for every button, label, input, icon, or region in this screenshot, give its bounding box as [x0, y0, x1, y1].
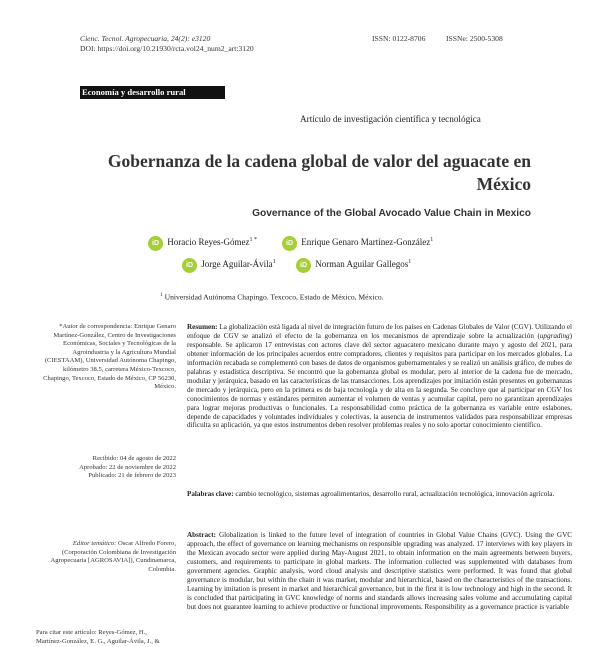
article-type: Artículo de investigación científica y tecnológica	[300, 114, 481, 124]
title-spanish	[71, 150, 531, 196]
section-tag: Economía y desarrollo rural	[80, 86, 225, 99]
author-sup: 1 *	[249, 237, 257, 243]
author-name: Jorge Aguilar-Ávila	[201, 259, 273, 269]
cite-as	[36, 629, 176, 646]
date-approved: Aprobado: 22 de noviembre de 2022	[79, 463, 176, 471]
orcid-icon[interactable]: iD	[296, 258, 311, 273]
affiliation-sup: 1	[160, 292, 163, 298]
journal-abbrev: Cienc. Tecnol. Agropecuaria,	[80, 34, 169, 43]
author-sup: 1	[272, 259, 276, 265]
affiliation	[160, 292, 384, 302]
volume-issue: 24(2): e3120	[168, 34, 211, 43]
date-received: Recibido: 04 de agosto de 2022	[92, 455, 176, 462]
resumen-text-1: La globalización está ligada al nivel de integración futuro de los países en Cadenas Globales de Valor (CGV). Utilizando el enfoque de CGV se analizó el efecto de la gobernanza en los mecanismos de aprendizaje sobre la actualización (	[187, 323, 572, 340]
editor-label: Editor temático:	[72, 540, 117, 547]
resumen-upgrading: upgrading	[539, 331, 570, 340]
author-2[interactable]	[282, 236, 433, 251]
keywords	[187, 490, 572, 499]
abstract	[187, 531, 572, 647]
issn: ISSN: 0122-8706	[372, 34, 426, 43]
editor-text: Oscar Alfredo Forero, (Corporación Colombiana de Investigación Agropecuaria [AGROSAVIA]), Cundinamarca, Colombia.	[50, 540, 176, 573]
author-1[interactable]	[148, 236, 257, 251]
doi[interactable]: DOI: https://doi.org/10.21930/rcta.vol24_num2_art:3120	[80, 44, 254, 53]
resumen	[187, 323, 572, 430]
date-published: Publicado: 21 de febrero de 2023	[88, 472, 176, 480]
keywords-label: Palabras clave:	[187, 490, 234, 498]
orcid-icon[interactable]: iD	[282, 236, 297, 251]
resumen-text-2: ) responsable. Se aplicaron 17 entrevistas con actores clave del sector aguacatero mexicano durante mayo y agosto del 2021, para obtener información de los principales acuerdos entre compradores, clientes y requisitos para participar en los mercados globales. La información recabada se complementó con bases de datos de organismos gubernamentales y se realizó un análisis gráfico, de nubes de palabras y estadística descriptiva. Se encontró que la gobernanza global es modular, pero al interior de la cadena fue de mercado, modular y jerárquica, basado en las características de las transacciones. Los aprendizajes por imitación están presentes en gobernanzas de mercado y jerárquica, pero en la primera es de baja tecnología y de alta en la segunda. Se concluye que al participar en CGV los conocimientos de normas y estándares permiten aumentar el volumen de ventas y acumular capital, pero no garantizan aprendizajes para lograr mejoras productivas o funcionales. La responsabilidad como práctica de la gobernanza es variable entre eslabones, depende de capacidades y voluntades individuales y colectivas, la ausencia de instrumentos validados para responsabilizar empresas dificulta su aplicación, ya que estos instrumentos deben resolver problemas reales y no solo aportar conocimiento científico.	[187, 331, 572, 430]
orcid-icon[interactable]: iD	[148, 236, 163, 251]
author-sup: 1	[430, 237, 434, 243]
dates	[40, 455, 176, 481]
author-name: Norman Aguilar Gallegos	[315, 259, 409, 269]
resumen-label: Resumen:	[187, 323, 218, 331]
affiliation-text: Universidad Autónoma Chapingo. Texcoco, Estado de México, México.	[164, 292, 384, 302]
title-english: Governance of the Global Avocado Value Chain in Mexico	[252, 208, 531, 219]
author-name: Enrique Genaro Martínez-González	[301, 237, 431, 247]
author-name: Horacio Reyes-Gómez	[167, 237, 250, 247]
author-sup: 1	[408, 259, 412, 265]
author-4[interactable]	[296, 258, 411, 273]
abstract-label: Abstract:	[187, 531, 216, 539]
journal-citation	[80, 34, 210, 44]
topic-editor	[40, 540, 176, 574]
keywords-text: cambio tecnológico, sistemas agroalimentarios, desarrollo rural, actualización tecnológica, innovación agrícola.	[233, 490, 555, 498]
title-spanish-line1: Gobernanza de la cadena global de valor del aguacate en	[107, 151, 531, 171]
issne: ISSNe: 2500-5308	[446, 34, 503, 43]
abstract-text: Globalization is linked to the future level of integration of countries in Global Value Chains (GVC). Using the GVC approach, the effect of governance on learning mechanisms on responsible upgrading was analyzed. 17 interviews with key players in the Mexican avocado sector were applied during May-August 2021, to obtain information on the main agreements between buyers, customers, and requirements to participate in global markets. The information collected was supplemented with databases from government agencies. Graphic analysis, word cloud analysis and descriptive statistics were performed. It was found that global governance is modular, but within the chain it was market, modular and hierarchical, based on the characteristics of the transactions. Learning by imitation is present in market and hierarchical governance, but in the first it is low technology and high in the second. It is concluded that participating in GVC knowledge of norms and standards allows increasing sales volume and accumulating capital but does not guarantee learning to achieve productive or functional improvements. Responsibility as a governance practice is variable	[187, 531, 572, 611]
orcid-icon[interactable]: iD	[182, 258, 197, 273]
cite-line-2: Martínez-González, E. G., Aguilar-Ávila, J., &	[36, 637, 160, 645]
cite-line-1: Para citar este artículo: Reyes-Gómez, H.,	[36, 629, 147, 636]
correspondence: *Autor de correspondencia: Enrique Genaro Martínez-González, Centro de Investigaciones Económicas, Sociales y Tecnológicas de la Agroindustria y la Agricultura Mundial (CIESTAAM), Universidad Autónoma Chapingo, kilómetro 38.5, carretera México-Texcoco, Chapingo, Texcoco, Estado de México, CP 56230, México.	[43, 323, 176, 391]
title-spanish-line2: México	[476, 174, 531, 194]
author-3[interactable]	[182, 258, 276, 273]
